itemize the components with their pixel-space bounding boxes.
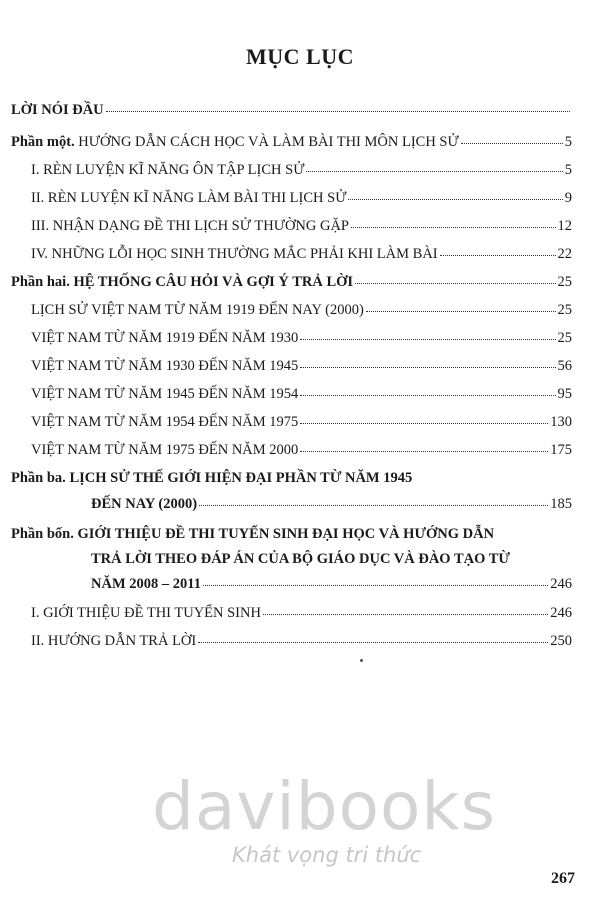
part-title: GIỚI THIỆU ĐỀ THI TUYỂN SINH ĐẠI HỌC VÀ HƯỚNG DẪN [73, 526, 495, 542]
toc-page: 185 [550, 496, 572, 512]
stray-dot [360, 659, 363, 662]
toc-page: 12 [557, 218, 572, 234]
toc-label: LỊCH SỬ VIỆT NAM TỪ NĂM 1919 ĐẾN NAY (2000) [31, 302, 364, 318]
toc-label: VIỆT NAM TỪ NĂM 1930 ĐẾN NĂM 1945 [31, 358, 299, 374]
toc-entry-part-4-line3[interactable] [91, 576, 572, 593]
dot-leader [263, 613, 548, 615]
toc-page: 5 [564, 162, 572, 178]
part-prefix: Phần bốn. [11, 526, 74, 542]
toc-entry-part-4-line1[interactable] [11, 526, 494, 543]
page-number: 267 [551, 870, 575, 887]
toc-page: 5 [564, 134, 572, 150]
toc-page: 95 [557, 386, 572, 402]
toc-page: 130 [550, 414, 572, 430]
dot-leader [199, 504, 548, 506]
toc-label: IV. NHỮNG LỖI HỌC SINH THƯỜNG MẮC PHẢI KHI LÀM BÀI [31, 246, 438, 262]
dot-leader [300, 338, 555, 340]
toc-entry-part-4-ii[interactable] [31, 633, 572, 650]
watermark-slogan: Khát vọng tri thức [232, 843, 422, 867]
toc-label: LỜI NÓI ĐẦU [11, 102, 104, 118]
dot-leader [366, 310, 556, 312]
toc-entry-part-2[interactable] [11, 274, 572, 291]
toc-entry-part-2-c[interactable] [31, 358, 572, 375]
toc-label: NĂM 2008 – 2011 [91, 576, 201, 592]
part-prefix: Phần ba. [11, 470, 66, 486]
toc-page: 9 [564, 190, 572, 206]
toc-page: 250 [550, 633, 572, 649]
dot-leader [300, 450, 548, 452]
dot-leader [355, 282, 555, 284]
part-title: LỊCH SỬ THẾ GIỚI HIỆN ĐẠI PHẦN TỪ NĂM 1945 [65, 470, 413, 486]
toc-page: 175 [550, 442, 572, 458]
watermark-brand: davibooks [152, 768, 496, 845]
part-title: HƯỚNG DẪN CÁCH HỌC VÀ LÀM BÀI THI MÔN LỊCH SỬ [74, 134, 459, 150]
toc-entry-part-2-b[interactable] [31, 330, 572, 347]
dot-leader [106, 110, 570, 112]
toc-entry-part-1-i[interactable] [31, 162, 572, 179]
toc-entry-part-3-line2[interactable] [91, 496, 572, 513]
toc-page: 25 [557, 302, 572, 318]
toc-page: 22 [557, 246, 572, 262]
toc-label: VIỆT NAM TỪ NĂM 1954 ĐẾN NĂM 1975 [31, 414, 299, 430]
dot-leader [300, 366, 555, 368]
toc-entry-part-1-iii[interactable] [31, 218, 572, 235]
part-title: HỆ THỐNG CÂU HỎI VÀ GỢI Ý TRẢ LỜI [69, 274, 354, 290]
toc-page: 246 [550, 605, 572, 621]
dot-leader [306, 170, 562, 172]
toc-label: III. NHẬN DẠNG ĐỀ THI LỊCH SỬ THƯỜNG GẶP [31, 218, 349, 234]
toc-label: II. RÈN LUYỆN KĨ NĂNG LÀM BÀI THI LỊCH SỬ [31, 190, 347, 206]
toc-entry-part-3-line1[interactable] [11, 470, 412, 487]
toc-label: VIỆT NAM TỪ NĂM 1975 ĐẾN NĂM 2000 [31, 442, 299, 458]
toc-page: 25 [557, 274, 572, 290]
toc-label: I. RÈN LUYỆN KĨ NĂNG ÔN TẬP LỊCH SỬ [31, 162, 305, 178]
toc-label: VIỆT NAM TỪ NĂM 1945 ĐẾN NĂM 1954 [31, 386, 299, 402]
dot-leader [300, 422, 548, 424]
dot-leader [203, 584, 548, 586]
toc-entry-part-1-ii[interactable] [31, 190, 572, 207]
toc-label: II. HƯỚNG DẪN TRẢ LỜI [31, 633, 197, 649]
toc-page: 246 [550, 576, 572, 592]
dot-leader [300, 394, 555, 396]
toc-entry-part-2-a[interactable] [31, 302, 572, 319]
dot-leader [348, 198, 562, 200]
toc-label [11, 274, 353, 291]
toc-entry-part-2-e[interactable] [31, 414, 572, 431]
toc-entry-part-2-d[interactable] [31, 386, 572, 403]
toc-entry-part-1-iv[interactable] [31, 246, 572, 263]
part-prefix: Phần hai. [11, 274, 70, 290]
toc-entry-part-1[interactable] [11, 134, 572, 151]
toc-label: I. GIỚI THIỆU ĐỀ THI TUYỂN SINH [31, 605, 261, 621]
toc-page: 25 [557, 330, 572, 346]
dot-leader [351, 226, 556, 228]
toc-entry-part-4-line2[interactable]: TRẢ LỜI THEO ĐÁP ÁN CỦA BỘ GIÁO DỤC VÀ ĐÀO TẠO TỪ [91, 551, 510, 567]
toc-entry-part-2-f[interactable] [31, 442, 572, 459]
toc-label: ĐẾN NAY (2000) [91, 496, 198, 512]
dot-leader [461, 142, 563, 144]
part-prefix: Phần một. [11, 134, 75, 150]
toc-entry-preface[interactable] [11, 102, 572, 119]
dot-leader [440, 254, 556, 256]
page-title: MỤC LỤC [246, 44, 354, 69]
toc-page: 56 [557, 358, 572, 374]
toc-label [11, 134, 459, 151]
dot-leader [198, 641, 548, 643]
toc-label: VIỆT NAM TỪ NĂM 1919 ĐẾN NĂM 1930 [31, 330, 299, 346]
toc-entry-part-4-i[interactable] [31, 605, 572, 622]
